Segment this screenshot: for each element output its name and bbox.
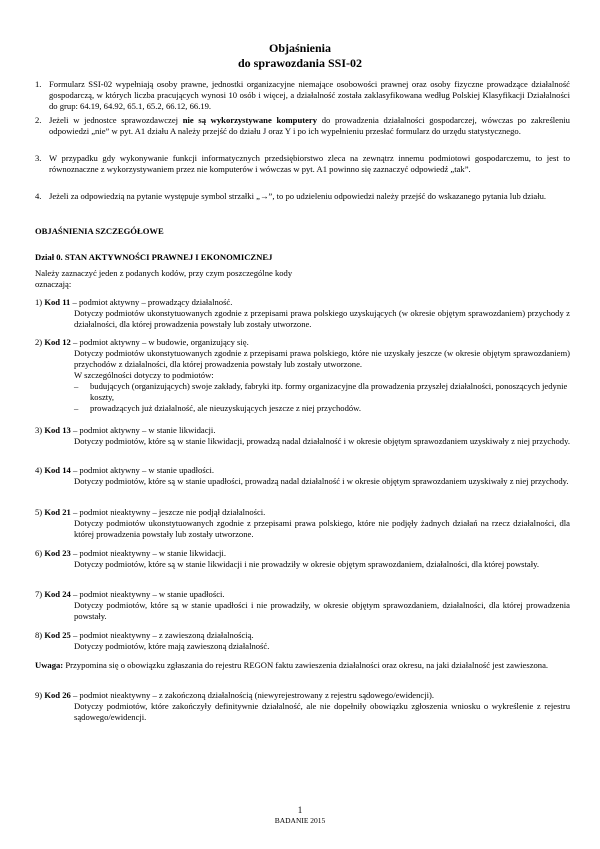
- code-label: Kod 25: [44, 630, 71, 640]
- section-lead-line: Należy zaznaczyć jeden z podanych kodów, przy czym poszczególne kody: [35, 268, 293, 278]
- code-item: [35, 337, 570, 414]
- code-title: – podmiot aktywny – w stanie upadłości.: [70, 465, 215, 475]
- code-item: [35, 548, 570, 570]
- code-item: [35, 425, 570, 447]
- code-description: Dotyczy podmiotów, które są w stanie likwidacji i nie prowadziły w okresie objętym sprawozdaniem, działalności, dla której powstały.: [74, 559, 539, 569]
- code-description: Dotyczy podmiotów, które są w stanie likwidacji, prowadzą nadal działalność i w okresie objętym sprawozdaniem uzyskiwały z niej przychody.: [74, 436, 570, 446]
- code-prefix: 8): [35, 630, 45, 640]
- code-title: – podmiot nieaktywny – w stanie likwidacji.: [70, 548, 226, 558]
- intro-text: Jeżeli za odpowiedzią na pytanie występuje symbol strzałki „→”, to po udzieleniu odpowiedzi należy przejść do wskazanego pytania lub działu.: [49, 191, 547, 201]
- section-lead-line: oznaczają:: [35, 279, 72, 289]
- code-title: – podmiot nieaktywny – jeszcze nie podjął działalności.: [70, 507, 266, 517]
- code-prefix: 1): [35, 297, 45, 307]
- code-prefix: 2): [35, 337, 45, 347]
- code-title: – podmiot nieaktywny – z zakończoną działalnością (niewyrejestrowany z rejestru sądowego/ewidencji).: [70, 690, 435, 700]
- section-0-lead: [35, 268, 570, 290]
- code-description: Dotyczy podmiotów ukonstytuowanych zgodnie z przepisami prawa polskiego, które nie podjęły żadnych działań na rzecz działalności, dla której prowadzenia powstały lub zostały utworzone.: [74, 518, 570, 539]
- code-description: Dotyczy podmiotów, które są w stanie upadłości i nie prowadziły, w okresie objętym sprawozdaniem, działalności, dla której prowadzenia powstały.: [74, 600, 570, 621]
- code-title: – podmiot nieaktywny – z zawieszoną działalnością.: [70, 630, 254, 640]
- intro-paragraph-1: [35, 79, 570, 112]
- intro-paragraph-2: [35, 115, 570, 137]
- intro-text-bold: nie są wykorzystywane komputery: [182, 115, 318, 125]
- intro-number: 2.: [35, 115, 42, 125]
- code-label: Kod 13: [44, 425, 71, 435]
- code-item: [35, 630, 570, 652]
- code-label: Kod 12: [44, 337, 71, 347]
- code-prefix: 6): [35, 548, 45, 558]
- code-item: [35, 465, 570, 487]
- intro-number: 4.: [35, 191, 42, 201]
- note-label: Uwaga:: [35, 660, 64, 670]
- code-prefix: 4): [35, 465, 45, 475]
- code-title-line: [35, 630, 570, 641]
- note-text: Przypomina się o obowiązku zgłaszania do rejestru REGON faktu zawieszenia działalności oraz okresu, na jaki działalność jest zawieszona.: [63, 660, 549, 670]
- bullet-item: [35, 381, 570, 403]
- section-0-heading: Dział 0. STAN AKTYWNOŚCI PRAWNEJ I EKONOMICZNEJ: [35, 252, 273, 262]
- intro-text-post: do prowadzenia działalności gospodarczej, wówczas po zakreśleniu odpowiedzi „nie” w pyt. A1 działu A należy przejść do działu J oraz Y i po ich wypełnieniu przesłać formularz do urzędu statystycznego.: [49, 115, 570, 136]
- code-title: – podmiot nieaktywny – w stanie upadłości.: [70, 589, 225, 599]
- code-prefix: 5): [35, 507, 45, 517]
- dash-icon: –: [74, 403, 79, 413]
- code-title-line: [35, 690, 570, 701]
- code-description: Dotyczy podmiotów ukonstytuowanych zgodnie z przepisami prawa polskiego uzyskujących (w okresie objętym sprawozdaniem) przychody z działalności, dla której prowadzenia powstały lub zostały utworzone.: [74, 308, 570, 329]
- code-title-line: [35, 548, 570, 559]
- code-extra: W szczególności dotyczy to podmiotów:: [74, 370, 214, 380]
- code-title-line: [35, 297, 570, 308]
- code-item: [35, 690, 570, 723]
- code-label: Kod 23: [44, 548, 71, 558]
- bullet-text: prowadzących już działalność, ale nieuzyskujących jeszcze z niej przychodów.: [90, 403, 361, 413]
- code-label: Kod 24: [44, 589, 71, 599]
- code-label: Kod 14: [44, 465, 71, 475]
- code-prefix: 7): [35, 589, 45, 599]
- page-footer: BADANIE 2015: [274, 816, 326, 825]
- bullet-item: [35, 403, 570, 414]
- page-subtitle: do sprawozdania SSI-02: [237, 56, 363, 70]
- code-prefix: 9): [35, 690, 45, 700]
- intro-text: [35, 115, 570, 137]
- details-heading: OBJAŚNIENIA SZCZEGÓŁOWE: [35, 226, 164, 236]
- dash-icon: –: [74, 381, 79, 391]
- note-paragraph: [35, 660, 570, 671]
- code-title: – podmiot aktywny – w budowie, organizujący się.: [70, 337, 249, 347]
- code-title-line: [35, 589, 570, 600]
- code-title-line: [35, 425, 570, 436]
- code-description: Dotyczy podmiotów ukonstytuowanych zgodnie z przepisami prawa polskiego, które nie uzyskały jeszcze (w okresie objętym sprawozdaniem) przychodów z działalności, dla której prowadzenia powstały lub zostały utworzone.: [74, 348, 570, 369]
- code-label: Kod 11: [44, 297, 71, 307]
- intro-text: W przypadku gdy wykonywanie funkcji informatycznych przedsiębiorstwo zleca na zewnątrz innemu podmiotowi gospodarczemu, to jest to równoznaczne z wykorzystywaniem przez nie komputerów i wówczas w pyt. A1 powinno się zaznaczyć odpowiedź „tak”.: [49, 153, 570, 174]
- code-item: [35, 297, 570, 330]
- code-label: Kod 21: [44, 507, 71, 517]
- intro-paragraph-4: [35, 191, 570, 202]
- page-number: 1: [297, 805, 303, 815]
- intro-paragraph-3: [35, 153, 570, 175]
- intro-number: 3.: [35, 153, 42, 163]
- code-description: Dotyczy podmiotów, które są w stanie upadłości, prowadzą nadal działalność i w okresie objętym sprawozdaniem uzyskiwały z niej przychody.: [74, 476, 569, 486]
- code-description: Dotyczy podmiotów, które mają zawieszoną działalność.: [74, 641, 270, 651]
- intro-text-pre: Jeżeli w jednostce sprawozdawczej: [49, 115, 183, 125]
- code-title-line: [35, 507, 570, 518]
- page-title: Objaśnienia: [268, 41, 331, 55]
- intro-number: 1.: [35, 79, 42, 89]
- bullet-text: budujących (organizujących) swoje zakłady, fabryki itp. formy organizacyjne dla prowadzenia przyszłej działalności, ponoszących jedynie koszty,: [90, 381, 568, 402]
- code-title: – podmiot aktywny – prowadzący działalność.: [70, 297, 233, 307]
- code-item: [35, 589, 570, 622]
- code-item: [35, 507, 570, 540]
- code-title-line: [35, 337, 570, 348]
- code-title-line: [35, 465, 570, 476]
- code-title: – podmiot aktywny – w stanie likwidacji.: [70, 425, 216, 435]
- intro-text: Formularz SSI-02 wypełniają osoby prawne, jednostki organizacyjne niemające osobowości prawnej oraz osoby fizyczne prowadzące działalność gospodarczą, w których liczba pracujących wynosi 10 osób i więcej, a działalność została zaklasyfikowana według Polskiej Klasyfikacji Działalności do grup: 64.19, 64.92, 65.1, 65.2, 66.12, 66.19.: [49, 79, 570, 111]
- code-prefix: 3): [35, 425, 45, 435]
- code-description: Dotyczy podmiotów, które zakończyły definitywnie działalność, ale nie dopełniły obowiązku zgłoszenia wniosku o wykreślenie z rejestru sądowego/ewidencji.: [74, 701, 570, 722]
- code-label: Kod 26: [44, 690, 71, 700]
